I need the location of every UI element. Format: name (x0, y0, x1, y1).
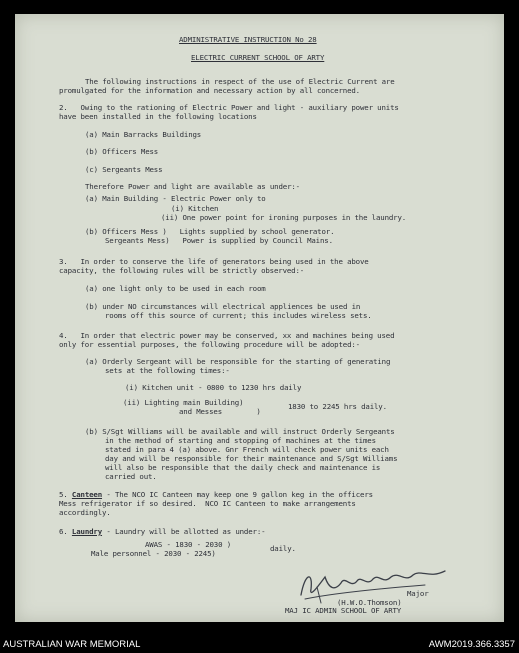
para-2-line: 2. Owing to the rationing of Electric Power and light - auxiliary power units (59, 103, 399, 112)
para-4-subitem: and Messes ) (179, 407, 261, 416)
para-6-text: - Laundry will be allotted as under:- (106, 527, 266, 536)
footer-institution: AUSTRALIAN WAR MEMORIAL (3, 639, 141, 650)
para-2-line: have been installed in the following locations (59, 112, 257, 121)
para-4-subitem: (ii) Lighting main Building) (123, 398, 244, 407)
para-2-item: (a) Main Barracks Buildings (85, 130, 202, 139)
para-4-time: 1830 to 2245 hrs daily. (288, 402, 387, 411)
para-3-line: capacity, the following rules will be strictly observed:- (59, 266, 305, 275)
para-6-line: daily. (270, 544, 296, 553)
signature-name: (H.W.O.Thomson) (337, 598, 402, 607)
para-4-item: carried out. (105, 472, 157, 481)
para-4-subitem: (i) Kitchen unit - 0800 to 1230 hrs daily (125, 383, 302, 392)
para-3-item: (a) one light only to be used in each room (85, 284, 266, 293)
document-body (15, 14, 504, 622)
para-4-item: will also be responsible that the daily check and maintenance is (105, 463, 381, 472)
intro-line: promulgated for the information and necessary action by all concerned. (59, 86, 360, 95)
para-6-line (59, 527, 265, 536)
para-5-number: 5. (59, 490, 68, 499)
para-3-item: rooms off this source of current; this includes wireless sets. (105, 311, 372, 320)
para-2-item: (c) Sergeants Mess (85, 165, 163, 174)
para-4-line: only for essential purposes, the following procedure will be adopted:- (59, 340, 360, 349)
para-4-item: sets at the following times:- (105, 366, 230, 375)
para-4-item: in the method of starting and stopping of machines at the times (105, 436, 376, 445)
para-6-heading: Laundry (71, 527, 103, 536)
para-5-heading: Canteen (71, 490, 103, 499)
footer-catalogue-number: AWM2019.366.3357 (428, 639, 515, 650)
signature-rank: Major (407, 589, 429, 598)
para-6-line: AWAS - 1830 - 2030 ) (145, 540, 231, 549)
document-subtitle: ELECTRIC CURRENT SCHOOL OF ARTY (191, 53, 325, 62)
para-2-item: Sergeants Mess) Power is supplied by Council Mains. (105, 236, 333, 245)
footer-bar (0, 636, 519, 653)
para-5-line: Mess refrigerator if so desired. NCO IC Canteen to make arrangements (59, 499, 356, 508)
para-2-item: (b) Officers Mess (85, 147, 159, 156)
para-4-item: stated in para 4 (a) above. Gnr French will check power units each (105, 445, 389, 454)
para-4-item: day and will be responsible for their maintenance and S/Sgt Williams (105, 454, 398, 463)
para-6-line: Male personnel - 2030 - 2245) (91, 549, 216, 558)
para-3-line: 3. In order to conserve the life of generators being used in the above (59, 257, 369, 266)
para-2-subitem: (ii) One power point for ironing purposes in the laundry. (161, 213, 407, 222)
para-4-item: (b) S/Sgt Williams will be available and will instruct Orderly Sergeants (85, 427, 395, 436)
para-2-item: (a) Main Building - Electric Power only to (85, 194, 266, 203)
signature-title: MAJ IC ADMIN SCHOOL OF ARTY (285, 606, 402, 615)
para-4-line: 4. In order that electric power may be conserved, xx and machines being used (59, 331, 395, 340)
para-2-item: (b) Officers Mess ) Lights supplied by school generator. (85, 227, 335, 236)
intro-line: The following instructions in respect of the use of Electric Current are (85, 77, 395, 86)
document-page (15, 14, 504, 622)
para-5-text: - The NCO IC Canteen may keep one 9 gallon keg in the officers (106, 490, 373, 499)
para-2-subitem: (i) Kitchen (171, 204, 219, 213)
para-2-line: Therefore Power and light are available as under:- (85, 182, 300, 191)
para-6-number: 6. (59, 527, 68, 536)
document-title: ADMINISTRATIVE INSTRUCTION No 28 (179, 35, 317, 44)
para-5-line: accordingly. (59, 508, 111, 517)
para-3-item: (b) under NO circumstances will electrical appliences be used in (85, 302, 361, 311)
para-5-line (59, 490, 373, 499)
para-4-item: (a) Orderly Sergeant will be responsible for the starting of generating (85, 357, 391, 366)
